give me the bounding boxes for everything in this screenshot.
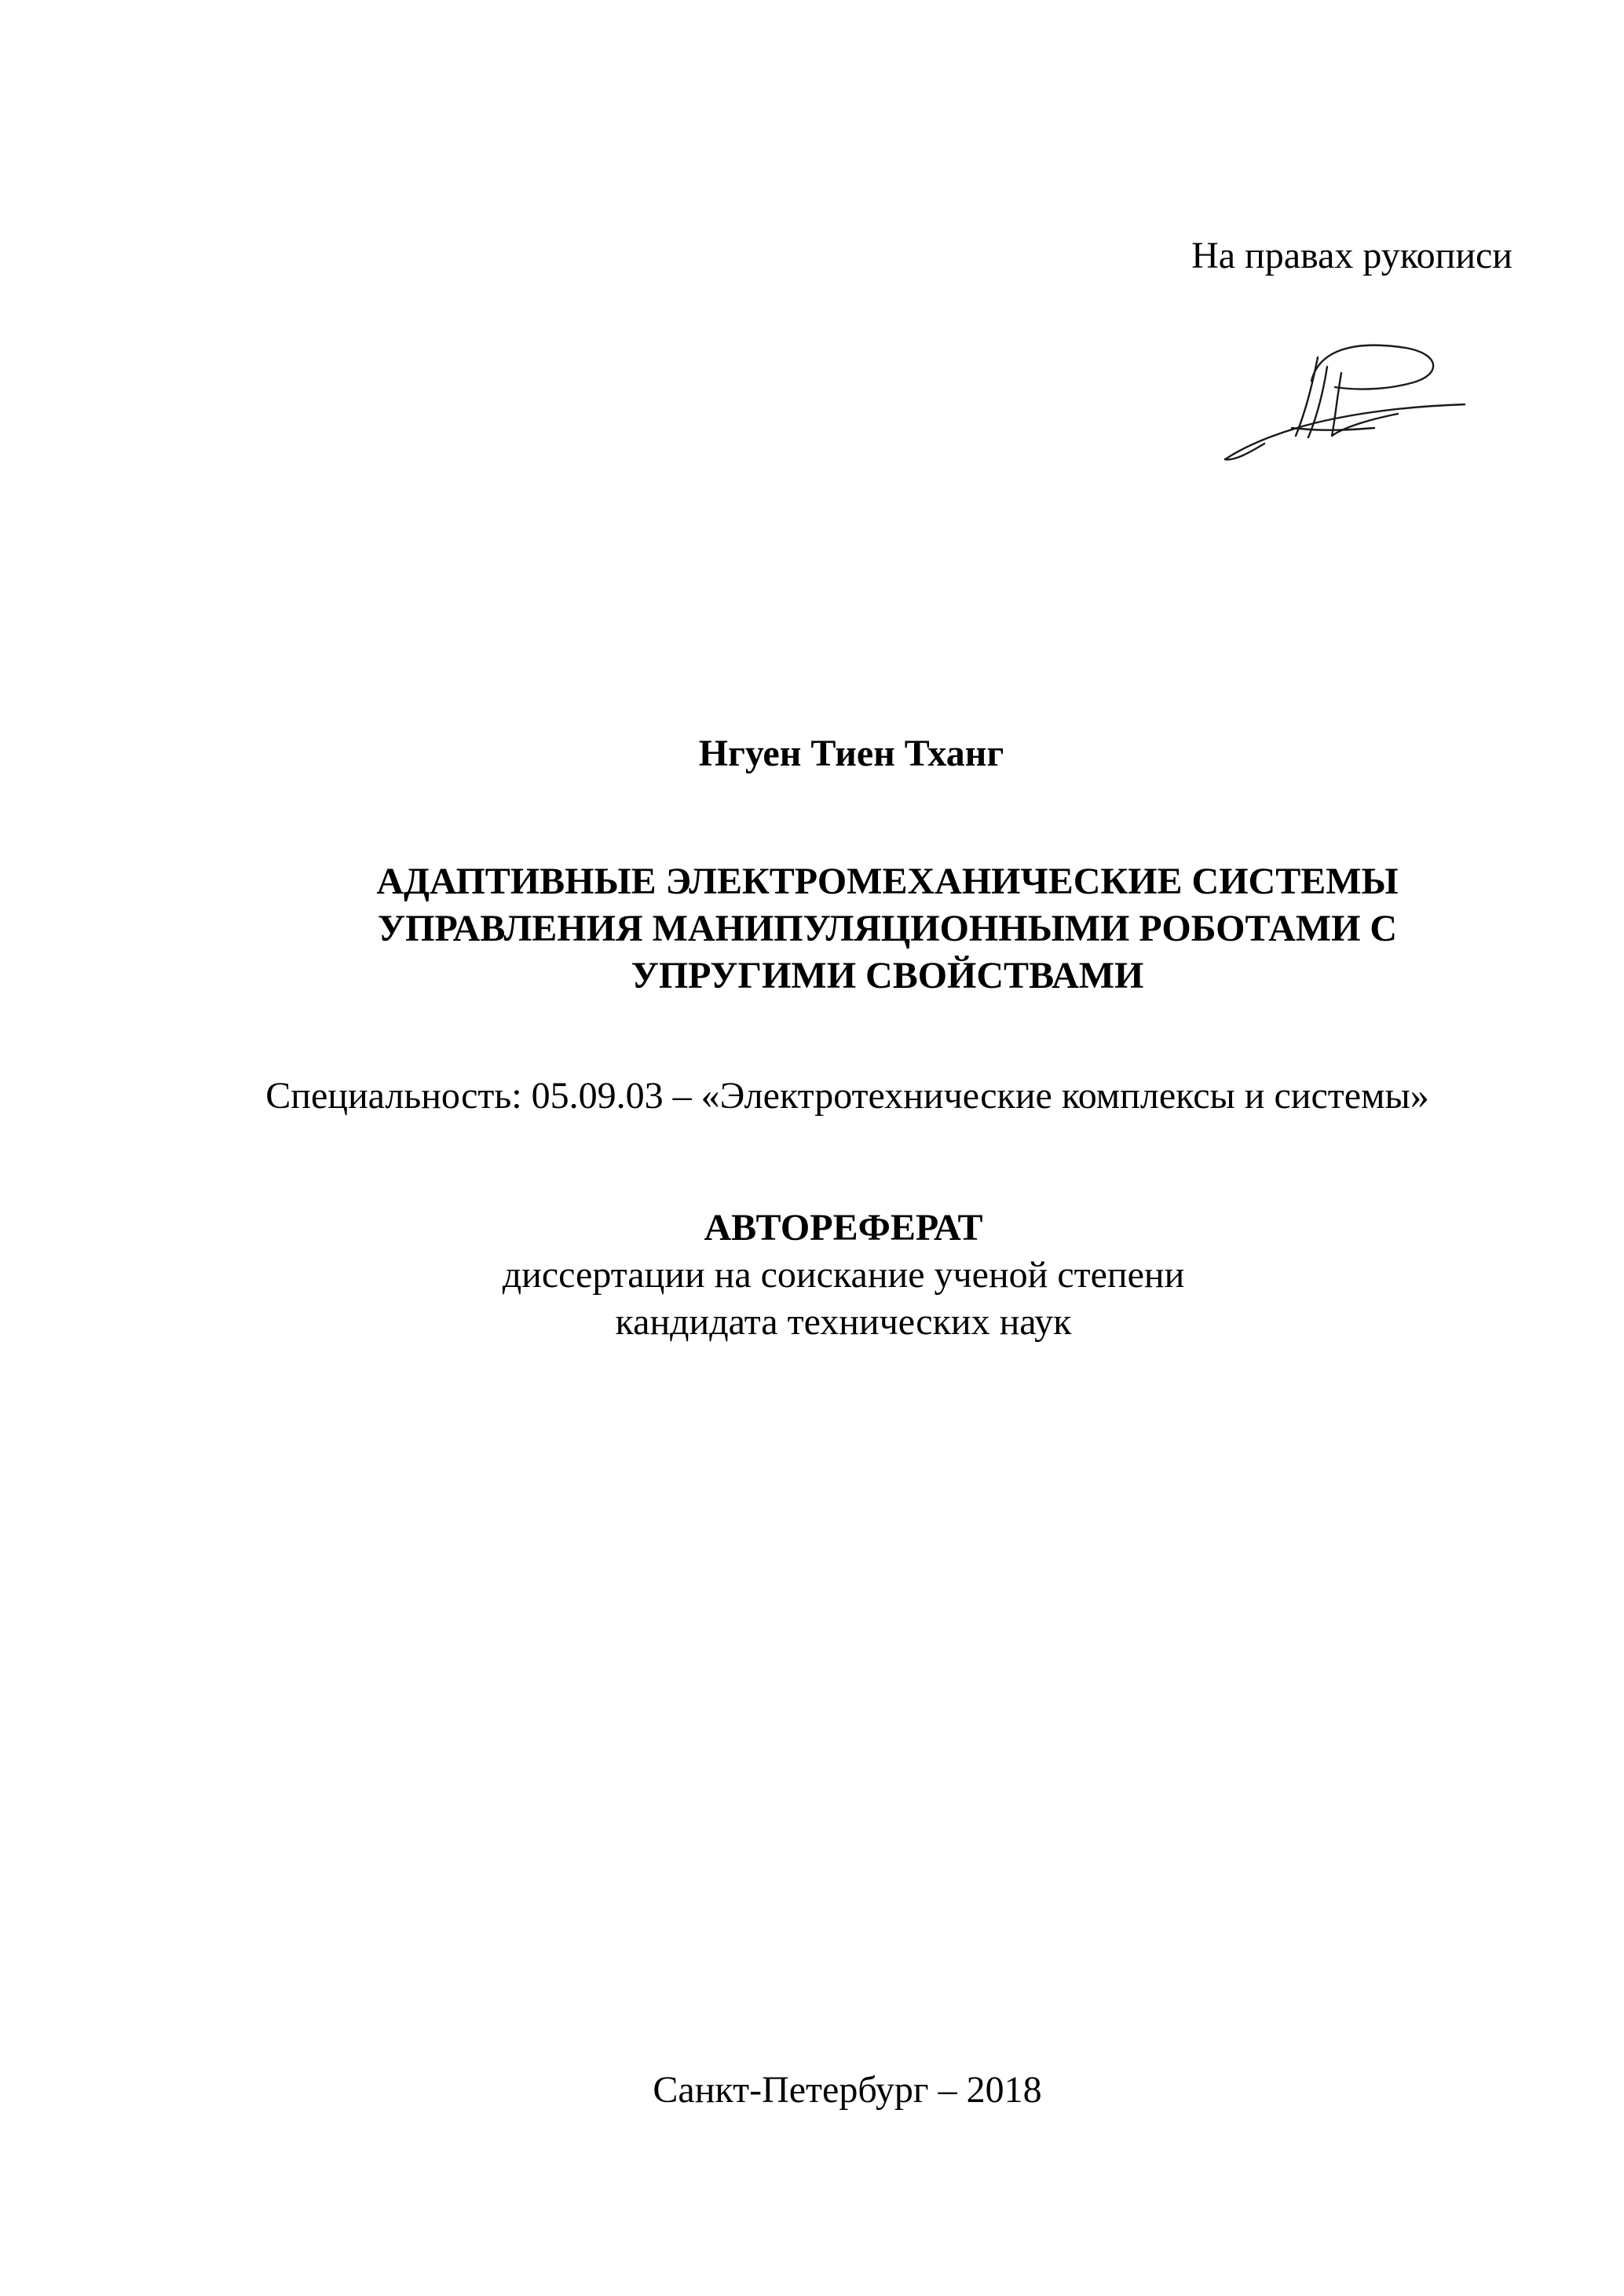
title-line: УПРУГИМИ СВОЙСТВАМИ [631,955,1144,996]
author-name: Нгуен Тиен Тханг [698,733,1004,774]
city-year: Санкт-Петербург – 2018 [653,2069,1042,2111]
degree-line-1: диссертации на соискание ученой степени [502,1254,1185,1296]
title-line: УПРАВЛЕНИЯ МАНИПУЛЯЦИОННЫМИ РОБОТАМИ С [377,908,1398,949]
document-type-heading: АВТОРЕФЕРАТ [704,1207,983,1249]
degree-line-2: кандидата технических наук [615,1301,1072,1343]
title-line: АДАПТИВНЫЕ ЭЛЕКТРОМЕХАНИЧЕСКИЕ СИСТЕМЫ [376,861,1399,902]
rights-notice: На правах рукописи [1191,235,1512,276]
document-type-block [0,1205,1624,1346]
dissertation-title [314,858,1461,1000]
handwritten-signature [1217,326,1469,467]
specialty-line: Специальность: 05.09.03 – «Электротехнические комплексы и системы» [265,1075,1429,1117]
